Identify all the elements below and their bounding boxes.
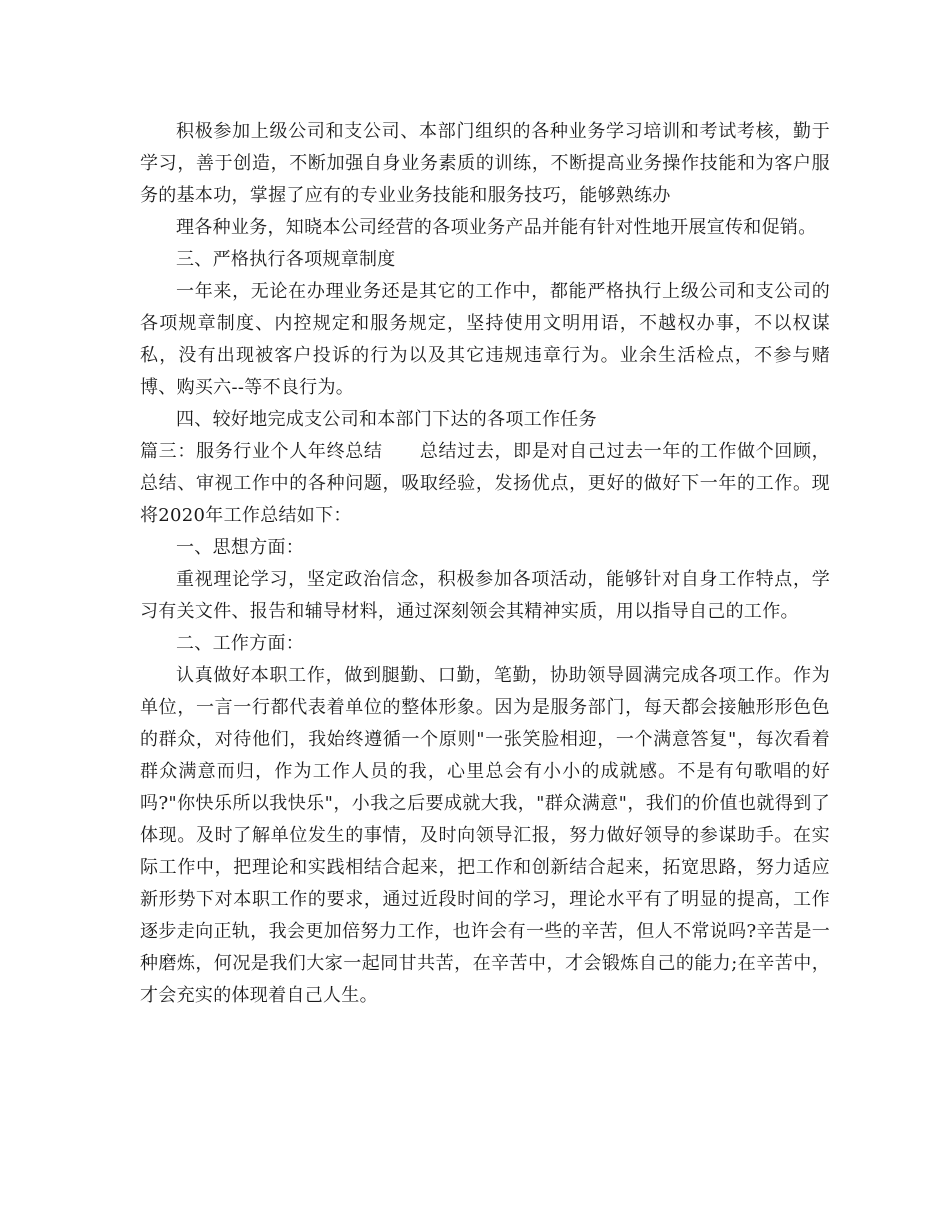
heading-tasks: 四、较好地完成支公司和本部门下达的各项工作任务 — [176, 409, 597, 430]
heading-work: 二、工作方面： — [176, 633, 305, 654]
paragraph-work: 认真做好本职工作，做到腿勤、口勤，笔勤，协助领导圆满完成各项工作。作为单位，一言一行都代表着单位的整体形象。因为是服务部门，每天都会接触形形色色的群众，对待他们，我始终遵循一个原则"一张笑脸相迎，一个满意答复"，每次看着群众满意而归，作为工作人员的我，心里总会有小小的成就感。不是有句歌唱的好吗?"你快乐所以我快乐"，小我之后要成就大我，"群众满意"，我们的价值也就得到了体现。及时了解单位发生的事情，及时向领导汇报，努力做好领导的参谋助手。在实际工作中，把理论和实践相结合起来，把工作和创新结合起来，拓宽思路，努力适应新形势下对本职工作的要求，通过近段时间的学习，理论水平有了明显的提高，工作逐步走向正轨，我会更加倍努力工作，也许会有一些的辛苦，但人不常说吗?辛苦是一种磨炼，何况是我们大家一起同甘共苦，在辛苦中，才会锻炼自己的能力;在辛苦中，才会充实的体现着自己人生。 — [140, 665, 830, 1006]
heading-thought: 一、思想方面： — [176, 537, 305, 558]
paragraph-business: 理各种业务，知晓本公司经营的各项业务产品并能有针对性地开展宣传和促销。 — [176, 217, 817, 238]
paragraph-study: 积极参加上级公司和支公司、本部门组织的各种业务学习培训和考试考核，勤于学习，善于创造，不断加强自身业务素质的训练，不断提高业务操作技能和为客户服务的基本功，掌握了应有的专业业务技能和服务技巧，能够熟练办 — [140, 121, 830, 206]
paragraph-chapter-three: 篇三：服务行业个人年终总结 总结过去，即是对自己过去一年的工作做个回顾，总结、审视工作中的各种问题，吸取经验，发扬优点，更好的做好下一年的工作。现将2020年工作总结如下： — [140, 441, 830, 526]
heading-rules: 三、严格执行各项规章制度 — [176, 249, 396, 270]
paragraph-rules: 一年来，无论在办理业务还是其它的工作中，都能严格执行上级公司和支公司的各项规章制度、内控规定和服务规定，坚持使用文明用语，不越权办事，不以权谋私，没有出现被客户投诉的行为以及其它违规违章行为。业余生活检点，不参与赌博、购买六--等不良行为。 — [140, 281, 830, 398]
document-body — [140, 116, 830, 1012]
paragraph-thought: 重视理论学习，坚定政治信念，积极参加各项活动，能够针对自身工作特点，学习有关文件、报告和辅导材料，通过深刻领会其精神实质，用以指导自己的工作。 — [140, 569, 830, 622]
